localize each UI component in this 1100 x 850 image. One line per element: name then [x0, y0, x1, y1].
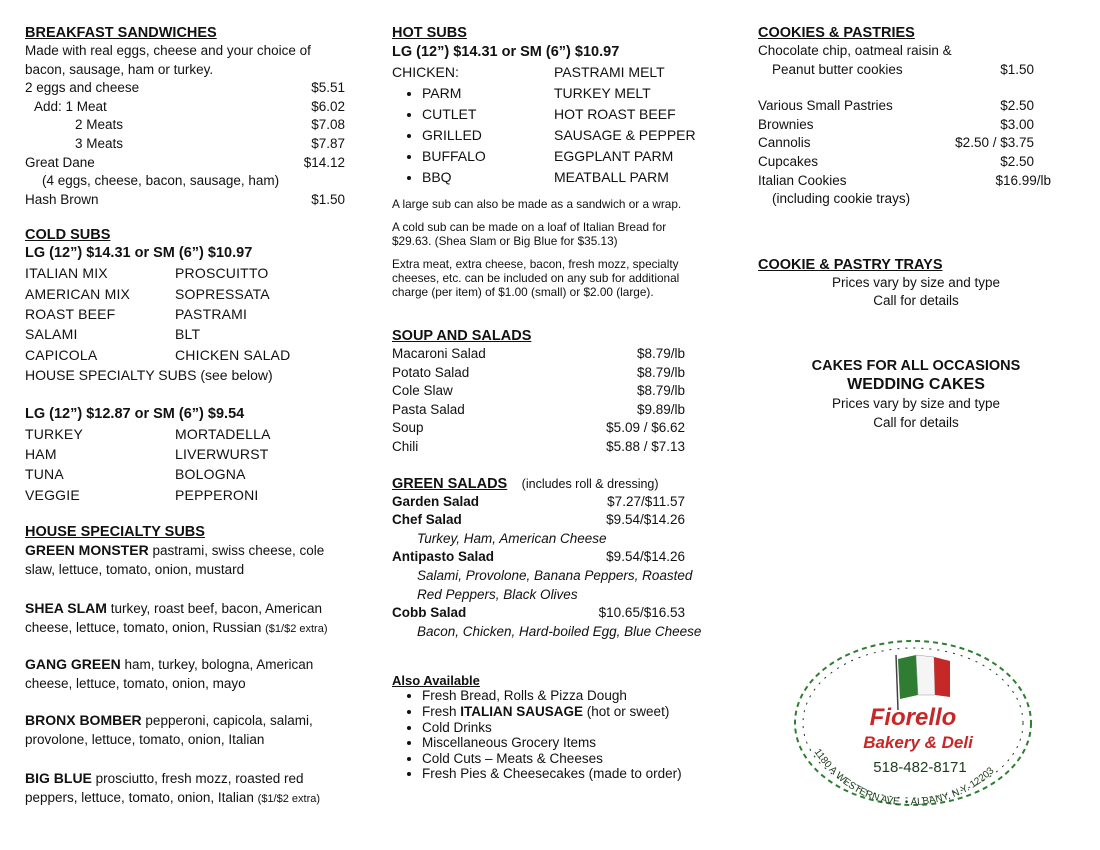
breakfast-desc-1: Made with real eggs, cheese and your choice of	[25, 43, 311, 58]
list-item: CHICKEN SALAD	[175, 346, 291, 363]
list-item: MORTADELLA	[175, 425, 271, 442]
chicken-label: CHICKEN:	[392, 64, 459, 80]
chicken-column	[392, 62, 554, 188]
list-item: • Fresh ITALIAN SAUSAGE (hot or sweet)	[422, 704, 722, 720]
salad-desc: Red Peppers, Black Olives	[417, 586, 578, 602]
list-item: VEGGIE	[25, 486, 80, 503]
cold-price-2: LG (12”) $12.87 or SM (6”) $9.54	[25, 405, 245, 422]
list-item: HOT ROAST BEEF	[554, 106, 676, 122]
list-item: SAUSAGE & PEPPER	[554, 127, 696, 143]
menu-item: Chef Salad $9.54/$14.26	[392, 512, 685, 528]
chicken-list	[392, 83, 554, 188]
soup-title: SOUP AND SALADS	[392, 328, 532, 344]
logo-name: Fiorello	[869, 704, 957, 731]
hot-note-3: Extra meat, extra cheese, bacon, fresh mozz, specialty cheeses, etc. can be included on any sub for additional charge (per item) of $1.00 (small) or $2.00 (large).	[392, 257, 680, 299]
fiorello-logo	[788, 635, 1038, 810]
green-salads-title: GREEN SALADS	[392, 475, 508, 492]
specialty-sub: BIG BLUE prosciutto, fresh mozz, roasted red peppers, lettuce, tomato, onion, Italian ($1/$2 extra)	[25, 770, 321, 806]
breakfast-title: BREAKFAST SANDWICHES	[25, 25, 217, 41]
menu-item: 2 Meats $7.08	[75, 117, 345, 133]
hot-note-2: A cold sub can be made on a loaf of Italian Bread for $29.63. (Shea Slam or Big Blue for $35.13)	[392, 220, 667, 248]
list-item: TURKEY	[25, 425, 83, 442]
list-item: • Miscellaneous Grocery Items	[422, 735, 722, 751]
logo-subtitle: Bakery & Deli	[863, 733, 973, 752]
list-item: HAM	[25, 446, 57, 463]
menu-item: Add: 1 Meat $6.02	[34, 98, 345, 114]
list-item: SALAMI	[25, 326, 78, 343]
menu-item: Garden Salad $7.27/$11.57	[392, 493, 685, 509]
cookies-note: (including cookie trays)	[772, 191, 911, 207]
trays-line-1: Prices vary by size and type	[831, 274, 1001, 290]
cookies-title: COOKIES & PASTRIES	[758, 25, 915, 41]
menu-item: 3 Meats $7.87	[75, 135, 345, 151]
list-item: PROSCUITTO	[175, 265, 269, 282]
list-item: • GRILLED	[422, 125, 554, 146]
list-item: BLT	[175, 326, 201, 343]
logo-svg	[788, 635, 1038, 810]
menu-item: Cupcakes $2.50	[758, 153, 1034, 169]
middle-column	[392, 24, 722, 782]
list-item: • PARM	[422, 83, 554, 104]
list-item: BOLOGNA	[175, 466, 246, 483]
list-item: TUNA	[25, 466, 64, 483]
cakes-line-1: Prices vary by size and type	[831, 395, 1001, 411]
list-item: TURKEY MELT	[554, 85, 651, 101]
list-item: • Cold Drinks	[422, 720, 722, 736]
specialty-sub: SHEA SLAM turkey, roast beef, bacon, American cheese, lettuce, tomato, onion, Russian ($1/$2 extra)	[25, 600, 328, 636]
menu-item: Macaroni Salad $8.79/lb	[392, 346, 685, 361]
menu-item: 2 eggs and cheese $5.51	[25, 80, 345, 96]
great-dane-note: (4 eggs, cheese, bacon, sausage, ham)	[42, 173, 280, 189]
list-item: • Fresh Bread, Rolls & Pizza Dough	[422, 688, 722, 704]
breakfast-desc-2: bacon, sausage, ham or turkey.	[25, 61, 214, 77]
green-salads-list	[392, 493, 685, 530]
menu-item: Chili $5.88 / $7.13	[392, 438, 685, 454]
specialty-sub: GANG GREEN ham, turkey, bologna, American cheese, lettuce, tomato, onion, mayo	[25, 656, 314, 692]
italian-flag-icon	[896, 655, 950, 710]
menu-item: Great Dane $14.12	[25, 154, 345, 170]
cold-subs-title: COLD SUBS	[25, 227, 111, 244]
wedding-cakes-title: WEDDING CAKES	[847, 375, 985, 393]
cold-list-1	[25, 263, 345, 364]
menu-item: Cannolis $2.50 / $3.75	[758, 135, 1034, 151]
house-subs-title: HOUSE SPECIALTY SUBS	[25, 524, 205, 541]
salad-desc: Bacon, Chicken, Hard-boiled Egg, Blue Cheese	[417, 623, 702, 639]
cakes-line-2: Call for details	[873, 414, 959, 430]
green-salads-header	[392, 475, 722, 493]
also-available-list	[392, 688, 722, 782]
trays-line-2: Call for details	[873, 293, 959, 309]
logo-address: 1180 A WESTERN AVE. • ALBANY, N.Y. 12203	[811, 746, 997, 809]
list-item: SOPRESSATA	[175, 285, 270, 302]
cookies-line-1: Chocolate chip, oatmeal raisin &	[758, 43, 952, 58]
cold-price-1: LG (12”) $14.31 or SM (6”) $10.97	[25, 245, 253, 262]
left-column	[25, 24, 345, 809]
specialty-sub: GREEN MONSTER pastrami, swiss cheese, cole slaw, lettuce, tomato, onion, mustard	[25, 542, 325, 578]
pastries-list	[758, 97, 1051, 190]
list-item: • BBQ	[422, 167, 554, 188]
list-item: CAPICOLA	[25, 346, 98, 363]
menu-item: Italian Cookies $16.99/lb	[758, 172, 1051, 188]
right-column	[758, 24, 1058, 432]
hot-price: LG (12”) $14.31 or SM (6”) $10.97	[392, 44, 620, 60]
also-available-title: Also Available	[392, 673, 480, 689]
hot-right-column	[554, 62, 696, 188]
menu-item: Cole Slaw $8.79/lb	[392, 383, 685, 399]
trays-title: COOKIE & PASTRY TRAYS	[758, 256, 943, 273]
menu-item: Cobb Salad $10.65/$16.53	[392, 605, 685, 621]
hot-note-1: A large sub can also be made as a sandwich or a wrap.	[392, 197, 682, 211]
hot-subs-list	[392, 62, 722, 188]
menu-item: Brownies $3.00	[758, 116, 1034, 132]
list-item: • BUFFALO	[422, 146, 554, 167]
cold-list-2	[25, 424, 345, 505]
list-item: PASTRAMI	[175, 305, 248, 322]
list-item: AMERICAN MIX	[25, 285, 131, 302]
salad-desc: Turkey, Ham, American Cheese	[417, 530, 607, 546]
menu-item: Hash Brown $1.50	[25, 191, 345, 207]
menu-item: Peanut butter cookies $1.50	[772, 61, 1034, 77]
menu-item: Soup $5.09 / $6.62	[392, 420, 685, 436]
green-salads-note: (includes roll & dressing)	[521, 476, 659, 491]
menu-item: Potato Salad $8.79/lb	[392, 364, 685, 380]
list-item: • CUTLET	[422, 104, 554, 125]
list-item: ROAST BEEF	[25, 305, 116, 322]
list-item: LIVERWURST	[175, 446, 269, 463]
list-item: PASTRAMI MELT	[554, 64, 665, 80]
hot-subs-title: HOT SUBS	[392, 25, 467, 41]
list-item: ITALIAN MIX	[25, 265, 108, 282]
soup-list	[392, 345, 685, 457]
specialty-sub: BRONX BOMBER pepperoni, capicola, salami, provolone, lettuce, tomato, onion, Italian	[25, 712, 313, 748]
menu-item: Pasta Salad $9.89/lb	[392, 401, 685, 417]
logo-phone: 518-482-8171	[873, 759, 967, 776]
list-item: • Fresh Pies & Cheesecakes (made to order)	[422, 766, 722, 782]
menu-item: Various Small Pastries $2.50	[758, 98, 1034, 114]
list-item: EGGPLANT PARM	[554, 148, 674, 164]
cakes-title: CAKES FOR ALL OCCASIONS	[811, 357, 1021, 374]
list-item: PEPPERONI	[175, 486, 259, 503]
house-specialty-note: HOUSE SPECIALTY SUBS (see below)	[25, 366, 273, 383]
list-item: • Cold Cuts – Meats & Cheeses	[422, 751, 722, 767]
menu-item: Antipasto Salad $9.54/$14.26	[392, 549, 685, 565]
list-item: MEATBALL PARM	[554, 169, 669, 185]
salad-desc: Salami, Provolone, Banana Peppers, Roasted	[417, 567, 693, 583]
